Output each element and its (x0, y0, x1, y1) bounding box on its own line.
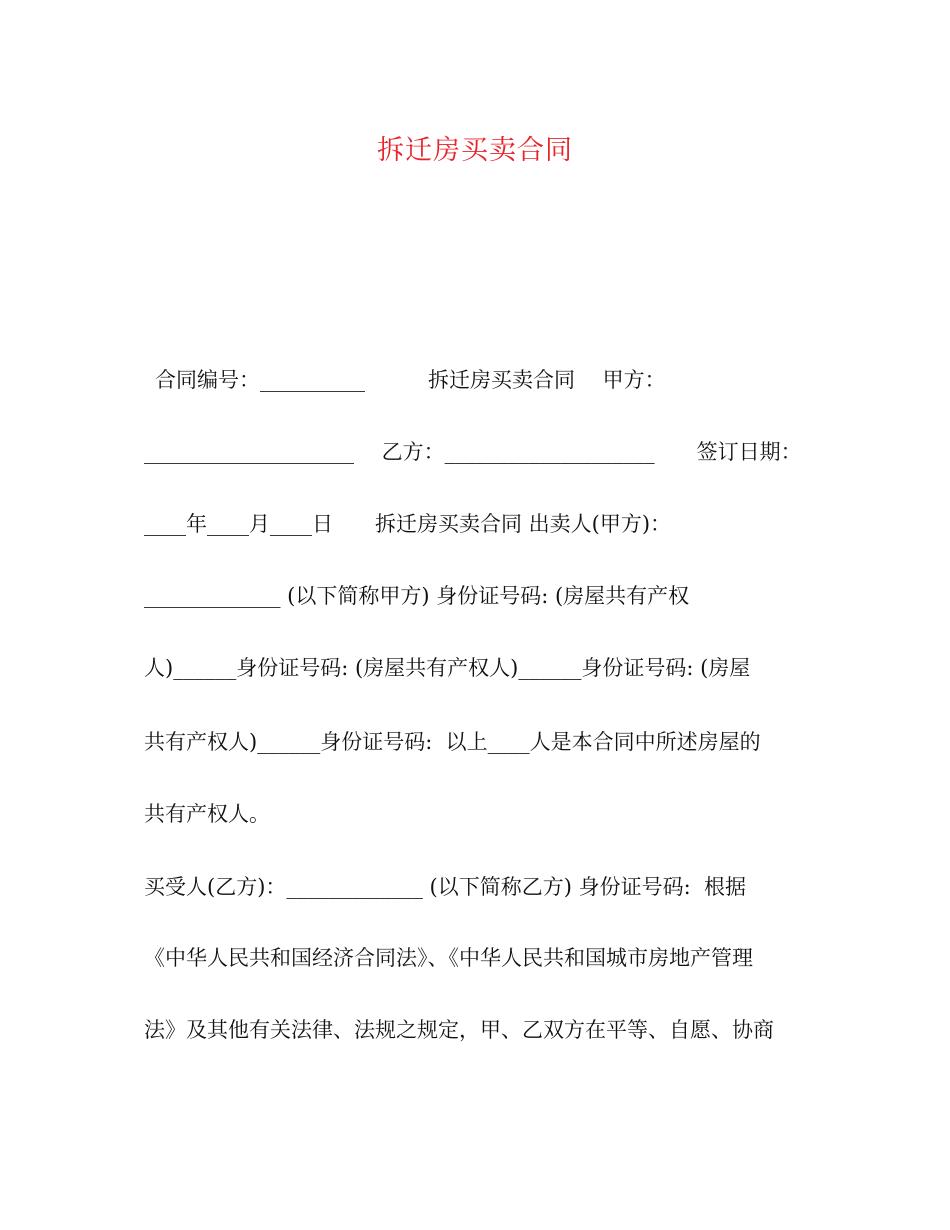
text-line-6: 共有产权人)______身份证号码: 以上____人是本合同中所述房屋的 (144, 730, 761, 754)
text-line-9: 《中华人民共和国经济合同法》、《中华人民共和国城市房地产管理 (144, 946, 753, 970)
text-line-8: 买受人(乙方)：_____________ (以下简称乙方) 身份证号码: 根据 (144, 875, 747, 899)
text-line-7: 共有产权人。 (144, 802, 270, 826)
text-line-1: 合同编号：__________ 拆迁房买卖合同 甲方： (155, 368, 666, 392)
text-line-2: ____________________ 乙方：____________________ 签订日期： (144, 440, 802, 464)
document-title: 拆迁房买卖合同 (377, 135, 573, 166)
text-line-3: ____年____月____日 拆迁房买卖合同 出卖人(甲方)： (144, 512, 672, 536)
text-line-5: 人)______身份证号码: (房屋共有产权人)______身份证号码: (房屋 (144, 656, 751, 680)
text-line-4: _____________ (以下简称甲方) 身份证号码: (房屋共有产权 (144, 584, 690, 608)
text-line-10: 法》及其他有关法律、法规之规定，甲、乙双方在平等、自愿、协商 (144, 1018, 774, 1042)
